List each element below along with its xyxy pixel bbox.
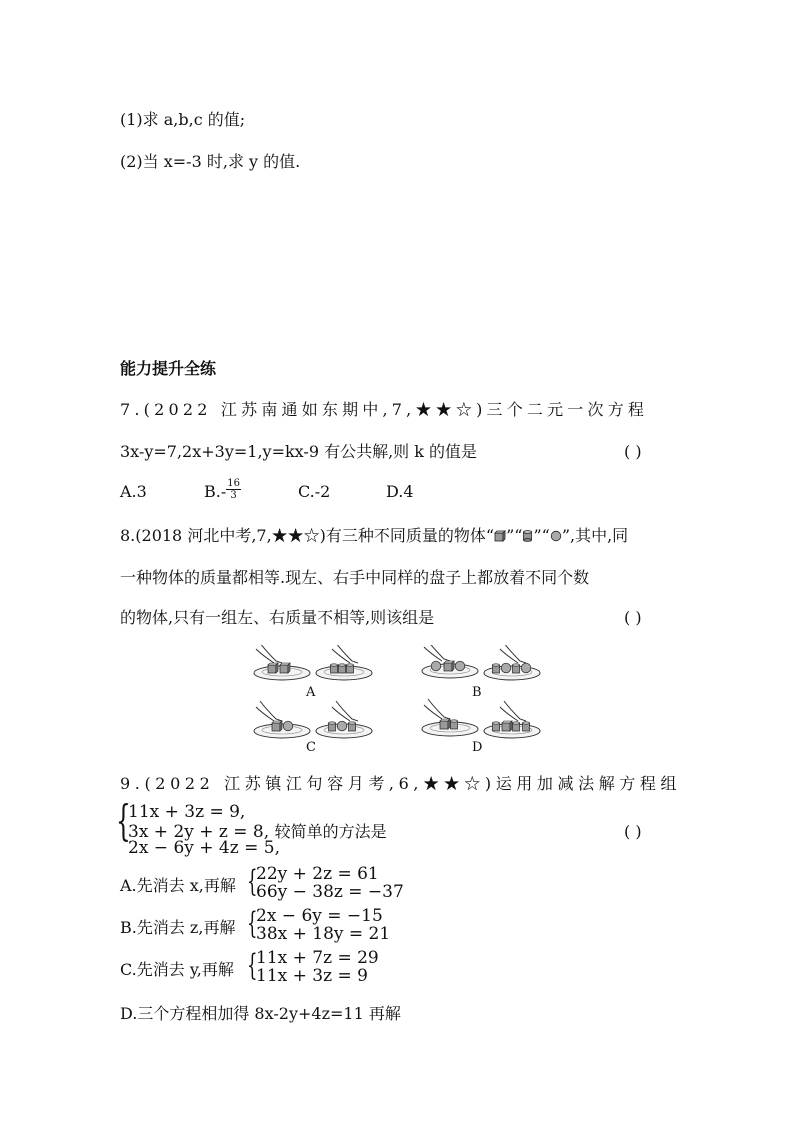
q7-option-b[interactable] [204, 478, 241, 502]
q7-option-c[interactable]: C.-2 [298, 482, 331, 501]
figure-label-b: B [472, 685, 482, 700]
figure-label-c: C [306, 740, 316, 755]
q9-option-a-eq2: 66y − 38z = −37 [256, 882, 404, 902]
section-title: 能力提升全练 [120, 359, 217, 378]
group-c [254, 701, 372, 738]
q9-option-a[interactable]: A.先消去 x,再解 [120, 876, 236, 895]
q7-head: 7.(2022 江苏南通如东期中,7,★★☆)三个二元一次方程 [120, 400, 649, 419]
group-d [422, 699, 540, 738]
group-b [422, 645, 540, 680]
q7-body: 3x-y=7,2x+3y=1,y=kx-9 有公共解,则 k 的值是 [120, 442, 478, 461]
q8-head-tail: ”,其中,同 [561, 526, 629, 545]
figure-label-a: A [306, 685, 316, 700]
q8-line2: 一种物体的质量都相等.现左、右手中同样的盘子上都放着不同个数 [120, 568, 590, 587]
q9-option-b[interactable]: B.先消去 z,再解 [120, 918, 236, 937]
q9-option-c-eq2: 11x + 3z = 9 [256, 966, 368, 986]
figure-label-d: D [472, 740, 483, 755]
q7-option-d[interactable]: D.4 [386, 482, 414, 501]
q9-option-d[interactable]: D.三个方程相加得 8x-2y+4z=11 再解 [120, 1004, 401, 1023]
prev-part-2: (2)当 x=-3 时,求 y 的值. [120, 152, 301, 171]
q9-eq2-text: 3x + 2y + z = 8, [128, 822, 270, 842]
q8-answer-paren[interactable]: ( ) [624, 608, 642, 627]
q7-option-b-fraction [226, 478, 241, 501]
fraction-numerator: 16 [227, 478, 240, 489]
q9-option-b-brace: { [247, 906, 258, 941]
fraction-denominator: 3 [230, 490, 237, 501]
q8-head [120, 526, 628, 546]
q7-answer-paren[interactable]: ( ) [624, 442, 642, 461]
q9-option-b-eq1: 2x − 6y = −15 [256, 906, 383, 926]
sphere-icon [550, 526, 562, 545]
q8-head-text: 8.(2018 河北中考,7,★★☆)有三种不同质量的物体“ [120, 526, 495, 545]
q7-option-a[interactable]: A.3 [120, 482, 147, 501]
q9-answer-paren[interactable]: ( ) [624, 822, 642, 841]
q9-eq3: 2x − 6y + 4z = 5, [128, 838, 280, 858]
q8-quote-sep-2: ”“ [533, 526, 550, 545]
q8-line3: 的物体,只有一组左、右质量不相等,则该组是 [120, 608, 435, 627]
q9-option-c-eq1: 11x + 7z = 29 [256, 948, 379, 968]
cylinder-icon [522, 526, 533, 545]
cube-icon [494, 526, 506, 545]
q9-eq1: 11x + 3z = 9, [128, 802, 246, 822]
prev-part-1: (1)求 a,b,c 的值; [120, 110, 246, 129]
q9-option-a-brace: { [247, 864, 258, 899]
q9-head: 9.(2022 江苏镇江句容月考,6,★★☆)运用加减法解方程组 [120, 774, 682, 793]
group-a [254, 645, 372, 680]
q9-eq2-tail: 较简单的方法是 [274, 822, 387, 841]
q9-option-c[interactable]: C.先消去 y,再解 [120, 960, 234, 979]
plates-illustration [250, 645, 550, 760]
q9-option-a-eq1: 22y + 2z = 61 [256, 864, 379, 884]
q9-system-brace: { [116, 796, 131, 845]
q9-option-b-eq2: 38x + 18y = 21 [256, 924, 391, 944]
q7-option-b-label: B.- [204, 482, 227, 501]
q8-quote-sep-1: ”“ [506, 526, 523, 545]
q8-figure [250, 645, 550, 760]
q9-option-c-brace: { [247, 948, 258, 983]
